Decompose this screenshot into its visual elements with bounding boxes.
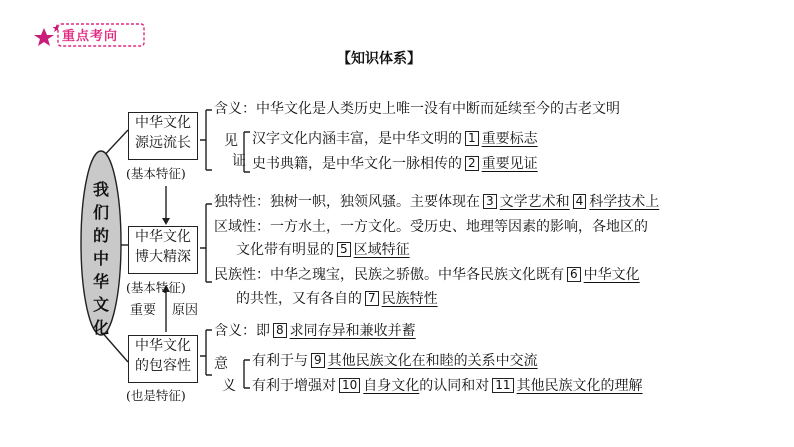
answer-3: 文学艺术和 <box>499 194 570 210</box>
b3-sig-row2: 有利于增强对 10 自身文化的认同和对 11 其他民族文化的理解 <box>252 378 643 394</box>
answer-number-10: 10 <box>339 378 360 393</box>
answer-7: 民族特性 <box>381 291 438 307</box>
box-inclusiveness-caption: (也是特征) <box>126 388 186 403</box>
badge-label: 重点考向 <box>62 29 119 44</box>
answer-number-11: 11 <box>492 378 513 393</box>
b1-proof-label-2: 证 <box>232 153 246 169</box>
b2-regional-line2: 文化带有明显的 5 区域特征 <box>236 242 410 258</box>
answer-10: 自身文化 <box>363 378 420 394</box>
b1-proof-label-1: 见 <box>224 133 238 149</box>
box-long-history-caption: (基本特征) <box>126 166 186 181</box>
b3-sig-row1: 有利于与 9 其他民族文化在和睦的关系中交流 <box>252 353 538 369</box>
box-long-history-line1: 中华文化 <box>135 115 191 131</box>
b3-sig-label-1: 意 <box>214 356 228 372</box>
b1-row2: 史书典籍，是中华文化一脉相传的 2 重要见证 <box>252 156 538 172</box>
box-long-history-line2: 源远流长 <box>135 135 191 151</box>
b3-sig-label-2: 义 <box>222 378 236 394</box>
b2-regional-line1: 区域性：一方水土，一方文化。受历史、地理等因素的影响，各地区的 <box>214 219 648 235</box>
answer-number-5: 5 <box>337 242 351 257</box>
b1-row1: 汉字文化内涵丰富，是中华文明的 1 重要标志 <box>252 131 538 147</box>
answer-number-7: 7 <box>365 291 379 306</box>
answer-number-2: 2 <box>465 156 479 171</box>
box-broad-profound-line1: 中华文化 <box>135 229 191 245</box>
answer-2: 重要见证 <box>481 156 538 172</box>
box-broad-profound <box>128 226 198 274</box>
central-topic: 我们的中华文化 <box>92 180 109 337</box>
answer-number-3: 3 <box>483 194 497 209</box>
answer-8: 求同存异和兼收并蓄 <box>289 323 416 339</box>
b3-meaning: 含义：即 8 求同存异和兼收并蓄 <box>214 323 416 339</box>
b2-national-line2: 的共性，又有各自的 7 民族特性 <box>236 291 438 307</box>
box-inclusiveness <box>128 335 198 383</box>
answer-number-4: 4 <box>573 194 587 209</box>
answer-number-9: 9 <box>311 353 325 368</box>
link-label-important: 重要 <box>130 303 157 318</box>
b1-meaning: 含义：中华文化是人类历史上唯一没有中断而延续至今的古老文明 <box>214 101 620 117</box>
answer-number-1: 1 <box>465 131 479 146</box>
answer-6: 中华文化 <box>583 267 640 283</box>
answer-1: 重要标志 <box>481 131 538 147</box>
answer-number-6: 6 <box>567 267 581 282</box>
answer-9: 其他民族文化在和睦的关系中交流 <box>327 353 538 369</box>
b2-uniqueness: 独特性：独树一帜，独领风骚。主要体现在 3 文学艺术和 4 科学技术上 <box>214 194 660 210</box>
box-inclusiveness-line2: 的包容性 <box>135 358 191 374</box>
page-title: 【知识体系】 <box>337 51 421 67</box>
box-broad-profound-line2: 博大精深 <box>135 249 191 265</box>
answer-11: 其他民族文化的理解 <box>516 378 643 394</box>
b2-national-line1: 民族性：中华之瑰宝，民族之骄傲。中华各民族文化既有 6 中华文化 <box>214 267 640 283</box>
answer-5: 区域特征 <box>353 242 410 258</box>
answer-number-8: 8 <box>273 323 287 338</box>
box-inclusiveness-line1: 中华文化 <box>135 338 191 354</box>
box-broad-profound-caption: (基本特征) <box>126 280 186 295</box>
box-long-history <box>128 112 198 160</box>
link-label-reason: 原因 <box>172 303 199 318</box>
answer-4: 科学技术上 <box>589 194 660 210</box>
